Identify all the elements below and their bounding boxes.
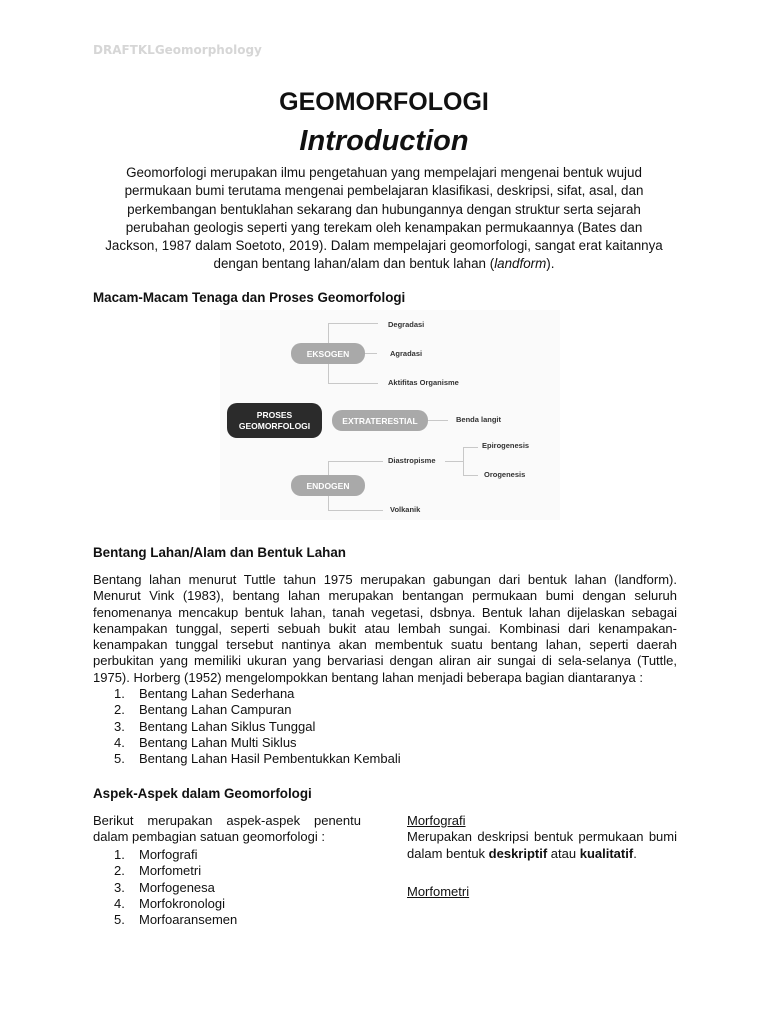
list-number: 4.: [114, 895, 125, 911]
watermark: DRAFTKLGeomorphology: [93, 43, 262, 57]
orogenesis-leaf: Orogenesis: [484, 470, 526, 479]
list-item: [93, 719, 677, 735]
morfometri-title: [407, 884, 469, 900]
bentang-paragraph: Bentang lahan menurut Tuttle tahun 1975 merupakan gabungan dari bentuk lahan (landform). Menurut Vink (1983), bentang lahan merupakan bentangan permukaan bumi dengan seluruh fenomenanya mencakup bentuk lahan, tanah vegetasi, dsbnya. Bentuk lahan dijelaskan sebagai kenampakan tunggal, seperti sebuah bukit atau lembah sungai. Kombinasi dari kenampakan-kenampakan tunggal tersebut nantinya akan membentuk suatu bentang lahan, seperti daerah perbukitan yang memiliki ukuran yang bervariasi dengan aliran air sungai di sela-selanya (Tuttle, 1975). Horberg (1952) mengelompokkan bentang lahan menjadi beberapa bagian diantaranya :: [93, 572, 677, 685]
list-text: Morfografi: [139, 847, 198, 862]
page-title: GEOMORFOLOGI: [279, 88, 489, 116]
list-item: [93, 751, 677, 767]
list-text: Bentang Lahan Sederhana: [139, 686, 295, 701]
list-text: Bentang Lahan Campuran: [139, 702, 292, 718]
list-number: 1.: [114, 847, 125, 862]
diastropisme-leaf: Diastropisme: [388, 456, 436, 465]
epirogenesis-leaf: Epirogenesis: [482, 441, 530, 450]
morfografi-text-end: .: [633, 845, 637, 861]
list-item: [93, 735, 677, 751]
aspek-list: [93, 847, 361, 928]
bold-kualitatif: kualitatif: [579, 845, 634, 861]
list-text: Bentang Lahan Multi Siklus: [139, 734, 297, 750]
list-number: 2.: [114, 863, 125, 879]
list-item: [93, 912, 361, 928]
morfografi-text-mid: atau: [547, 845, 580, 861]
list-number: 4.: [114, 734, 125, 750]
list-number: 5.: [114, 751, 125, 767]
section-heading-aspek: Aspek-Aspek dalam Geomorfologi: [93, 786, 312, 801]
page-subtitle: Introduction: [299, 125, 469, 157]
morfografi-block: [407, 813, 677, 862]
root-node: PROSES GEOMORFOLOGI: [227, 403, 322, 438]
list-number: 3.: [114, 718, 125, 734]
agradasi-leaf: Agradasi: [390, 349, 423, 358]
volkanik-leaf: Volkanik: [390, 505, 421, 514]
aktifitas-organisme-leaf: Aktifitas Organisme: [388, 378, 459, 387]
aspek-paragraph: Berikut merupakan aspek-aspek penentu dalam pembagian satuan geomorfologi :: [93, 813, 361, 845]
bentang-list: [93, 686, 677, 767]
intro-paragraph: [100, 164, 668, 274]
list-item: [93, 896, 361, 912]
intro-text-end: ).: [546, 256, 555, 272]
list-text: Bentang Lahan Hasil Pembentukkan Kembali: [139, 751, 401, 767]
benda-langit-leaf: Benda langit: [456, 415, 502, 424]
list-text: Morfometri: [139, 863, 202, 879]
list-item: [93, 863, 361, 879]
list-number: 2.: [114, 702, 125, 718]
morfografi-text: Merupakan deskripsi bentuk permukaan bumi dalam bentuk: [407, 829, 677, 861]
list-text: Morfokronologi: [139, 895, 225, 911]
intro-text: Geomorfologi merupakan ilmu pengetahuan yang mempelajari mengenai bentuk wujud permukaan bumi terutama mengenai pembelajaran klasifikasi, deskripsi, sifat, asal, dan perkembangan bentuklahan sekarang dan hubungannya dengan struktur serta sejarah perubahan geologis seperti yang terekam oleh kenampakan permukaannya (Bates dan Jackson, 1987 dalam Soetoto, 2019). Dalam mempelajari geomorfologi, sangat erat kaitannya dengan bentang lahan/alam dan bentuk lahan (: [105, 165, 663, 272]
list-number: 1.: [114, 686, 125, 701]
intro-italic: landform: [494, 256, 547, 272]
list-number: 3.: [114, 879, 125, 895]
list-item: [93, 880, 361, 896]
bold-deskriptif: deskriptif: [488, 845, 548, 861]
list-text: Morfoaransemen: [139, 912, 238, 928]
extraterestial-node: EXTRATERESTIAL: [332, 410, 428, 431]
morfometri-title-text: Morfometri: [407, 884, 470, 899]
section-heading-bentang: Bentang Lahan/Alam dan Bentuk Lahan: [93, 545, 346, 560]
process-diagram: [220, 310, 560, 520]
degradasi-leaf: Degradasi: [388, 320, 425, 329]
list-number: 5.: [114, 912, 125, 928]
list-item: [93, 702, 677, 718]
list-text: Morfogenesa: [139, 879, 215, 895]
morfografi-title: Morfografi: [407, 813, 466, 828]
section-heading-proses: Macam-Macam Tenaga dan Proses Geomorfologi: [93, 290, 406, 305]
endogen-node: ENDOGEN: [291, 475, 365, 496]
list-item: [93, 686, 677, 702]
list-text: Bentang Lahan Siklus Tunggal: [139, 718, 316, 734]
list-item: [93, 847, 361, 863]
eksogen-node: EKSOGEN: [291, 343, 365, 364]
